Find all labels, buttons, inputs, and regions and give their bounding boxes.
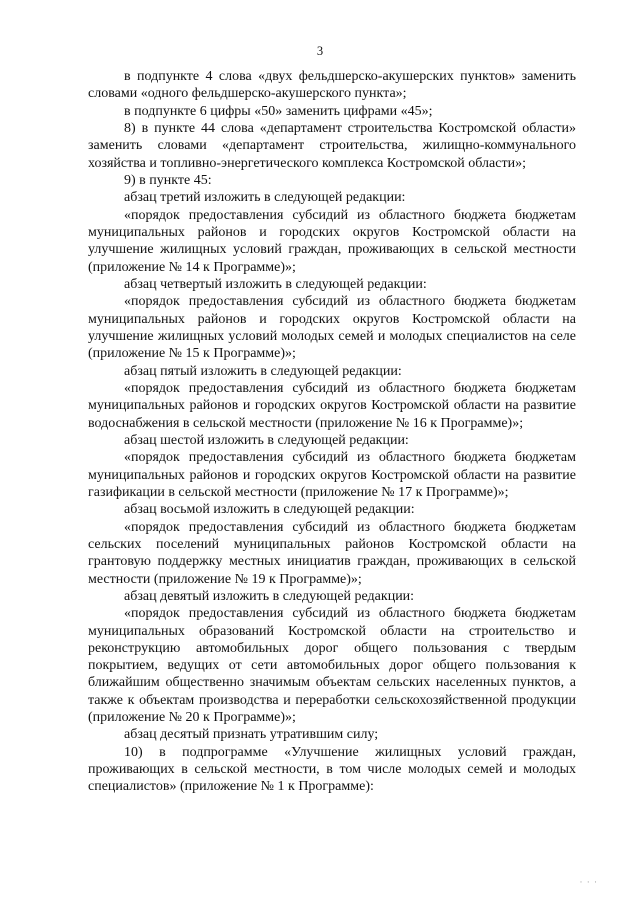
- paragraph: абзац шестой изложить в следующей редакции:: [124, 432, 409, 448]
- paragraph: абзац десятый признать утратившим силу;: [124, 727, 379, 743]
- page-number: 3: [316, 44, 324, 58]
- paragraph: 8) в пункте 44 слова «департамент строительства Костромской области» заменить словами «департамент строительства, жилищно-коммунального хозяйства и топливно-энергетического комплекса Костромской области»;: [88, 120, 576, 171]
- paragraph: «порядок предоставления субсидий из областного бюджета бюджетам муниципальных районов и городских округов Костромской области на улучшение жилищных условий граждан, проживающих в сельской местности (приложение № 14 к Программе)»;: [88, 207, 576, 275]
- paragraph: абзац третий изложить в следующей редакции:: [124, 190, 406, 206]
- paragraph: в подпункте 6 цифры «50» заменить цифрами «45»;: [124, 103, 433, 119]
- paragraph: абзац пятый изложить в следующей редакции:: [124, 363, 402, 379]
- paragraph: «порядок предоставления субсидий из областного бюджета бюджетам муниципальных образований Костромской области на строительство и реконструкцию автомобильных дорог общего пользования с твердым покрытием, ведущих от сети автомобильных дорог общего пользования к ближайшим общественно значимым объектам сельских населенных пунктов, а также к объектам производства и переработки сельскохозяйственной продукции (приложение № 20 к Программе)»;: [88, 606, 576, 726]
- paragraph: «порядок предоставления субсидий из областного бюджета бюджетам муниципальных районов и городских округов Костромской области на развитие газификации в сельской местности (приложение № 17 к Программе)»;: [88, 450, 576, 500]
- paragraph: 10) в подпрограмме «Улучшение жилищных условий граждан, проживающих в сельской местности, в том числе молодых семей и молодых специалистов» (приложение № 1 к Программе):: [88, 744, 576, 795]
- paragraph: абзац четвертый изложить в следующей редакции:: [124, 276, 427, 292]
- document-body: [88, 68, 576, 796]
- paragraph: в подпункте 4 слова «двух фельдшерско-акушерских пунктов» заменить словами «одного фельдшерско-акушерского пункта»;: [88, 69, 576, 102]
- scan-artifact-marks: · · ·: [579, 877, 598, 887]
- paragraph: 9) в пункте 45:: [124, 172, 212, 188]
- paragraph: абзац восьмой изложить в следующей редакции:: [124, 502, 415, 518]
- paragraph: «порядок предоставления субсидий из областного бюджета бюджетам муниципальных районов и городских округов Костромской области на улучшение жилищных условий молодых семей и молодых специалистов на селе (приложение № 15 к Программе)»;: [88, 294, 576, 362]
- paragraph: «порядок предоставления субсидий из областного бюджета бюджетам муниципальных районов и городских округов Костромской области на развитие водоснабжения в сельской местности (приложение № 16 к Программе)»;: [88, 380, 576, 431]
- paragraph: абзац девятый изложить в следующей редакции:: [124, 588, 415, 604]
- paragraph: «порядок предоставления субсидий из областного бюджета бюджетам сельских поселений муниципальных районов Костромской области на грантовую поддержку местных инициатив граждан, проживающих в сельской местности (приложение № 19 к Программе)»;: [88, 519, 576, 587]
